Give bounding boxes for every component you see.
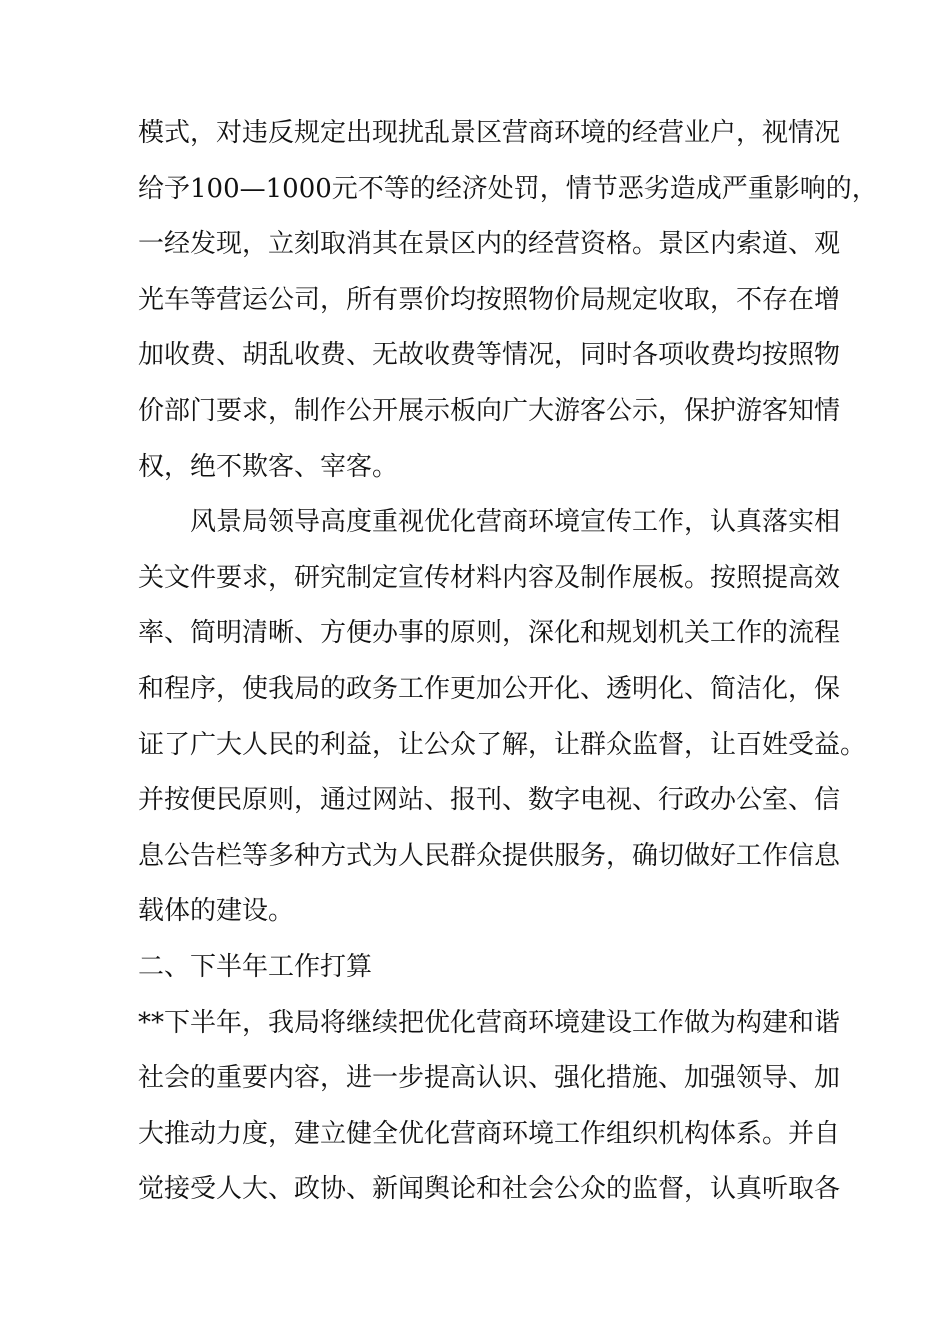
text-line-3: 一经发现，立刻取消其在景区内的经营资格。景区内索道、观 [138, 229, 841, 260]
text-line-18: 社会的重要内容，进一步提高认识、强化措施、加强领导、加 [138, 1063, 841, 1094]
text-line-13: 并按便民原则，通过网站、报刊、数字电视、行政办公室、信 [138, 785, 841, 816]
document-body [138, 106, 878, 1218]
text-line-19: 大推动力度，建立健全优化营商环境工作组织机构体系。并自 [138, 1118, 841, 1149]
text-line-20: 觉接受人大、政协、新闻舆论和社会公众的监督，认真听取各 [138, 1174, 841, 1205]
text-line-5: 加收费、胡乱收费、无故收费等情况，同时各项收费均按照物 [138, 340, 841, 371]
text-line-10: 率、简明清晰、方便办事的原则，深化和规划机关工作的流程 [138, 618, 841, 649]
text-line-14: 息公告栏等多种方式为人民群众提供服务，确切做好工作信息 [138, 840, 841, 871]
text-line-1: 模式，对违反规定出现扰乱景区营商环境的经营业户，视情况 [138, 118, 841, 148]
text-line-12: 证了广大人民的利益，让公众了解，让群众监督，让百姓受益。 [138, 729, 867, 760]
text-line-9: 关文件要求，研究制定宣传材料内容及制作展板。按照提高效 [138, 562, 841, 593]
text-line-15: 载体的建设。 [138, 896, 295, 927]
text-line-2: 给予100—1000元不等的经济处罚，情节恶劣造成严重影响的， [138, 173, 878, 204]
text-line-7: 权，绝不欺客、宰客。 [138, 451, 399, 482]
text-line-4: 光车等营运公司，所有票价均按照物价局规定收取，不存在增 [138, 284, 841, 315]
text-line-11: 和程序，使我局的政务工作更加公开化、透明化、简洁化，保 [138, 673, 841, 704]
text-line-17: **下半年，我局将继续把优化营商环境建设工作做为构建和谐 [138, 1007, 841, 1038]
paragraph-start-line: 风景局领导高度重视优化营商环境宣传工作，认真落实相 [190, 507, 841, 538]
section-heading: 二、下半年工作打算 [138, 951, 373, 982]
text-line-6: 价部门要求，制作公开展示板向广大游客公示，保护游客知情 [138, 395, 841, 426]
